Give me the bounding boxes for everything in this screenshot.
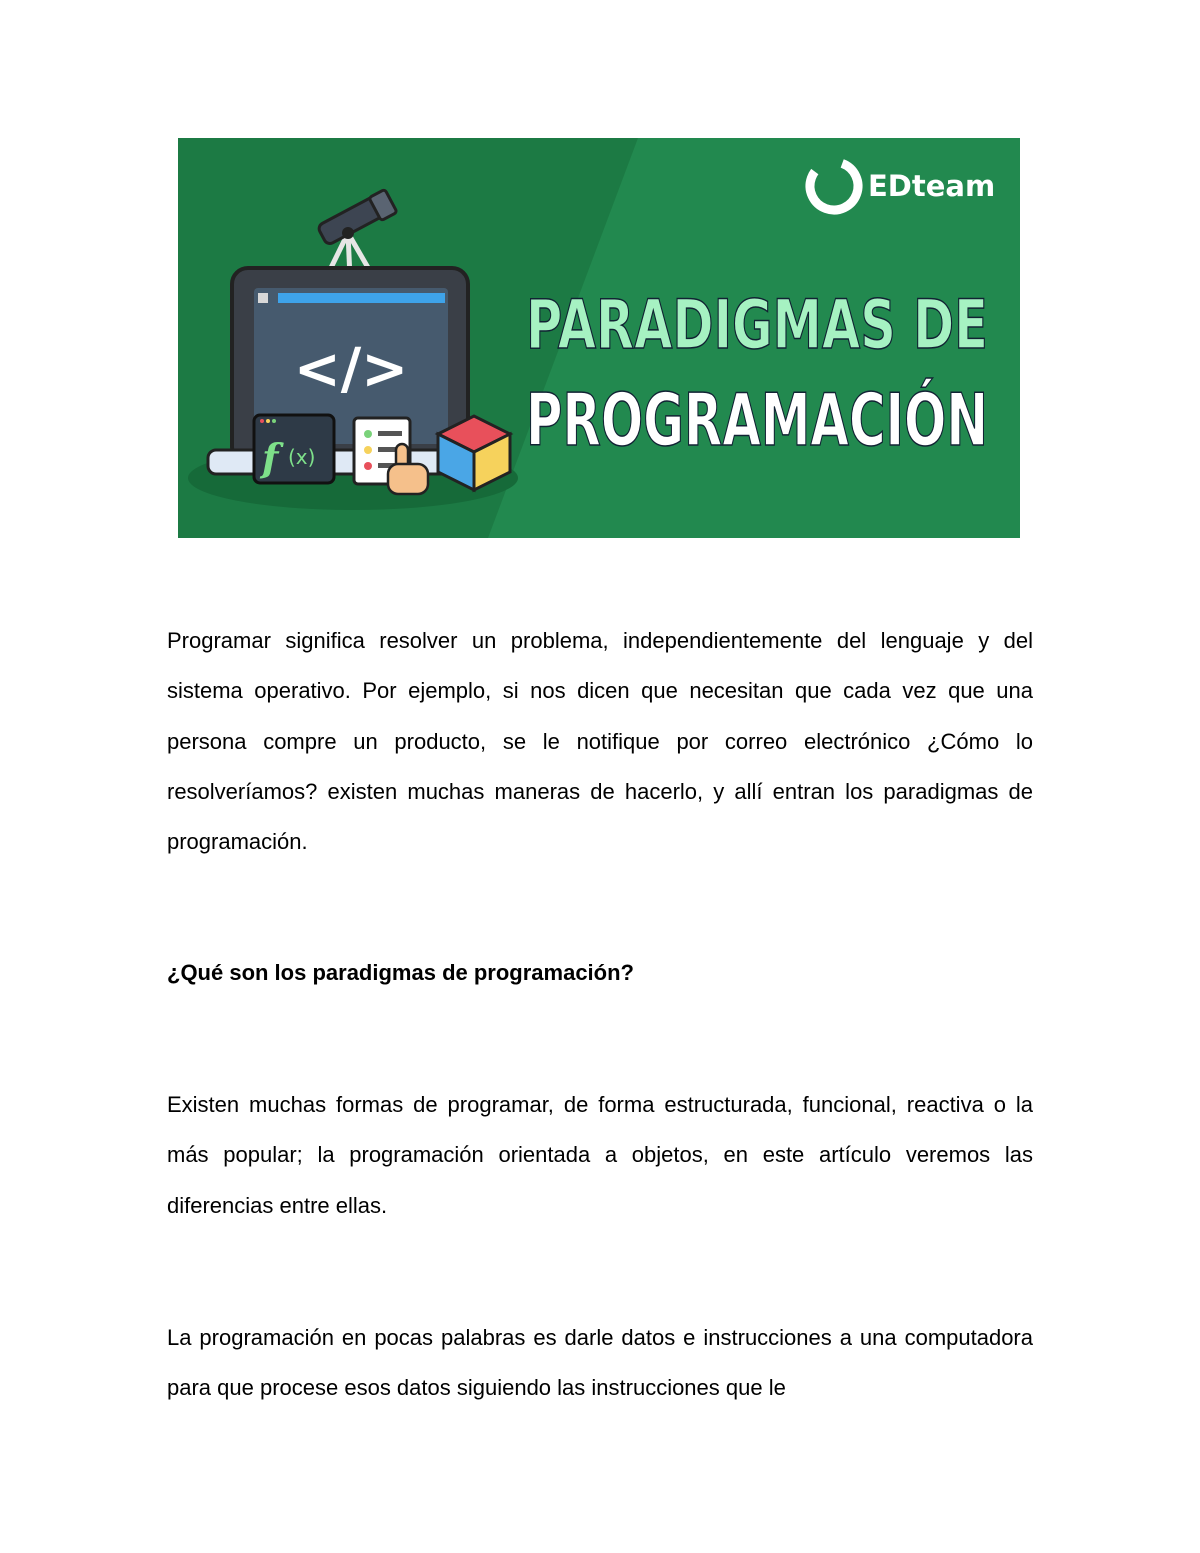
svg-text:EDteam: EDteam bbox=[868, 169, 996, 203]
banner-image bbox=[178, 138, 1020, 538]
banner-title-line2: PROGRAMACIÓN bbox=[526, 378, 988, 462]
svg-text:(x): (x) bbox=[288, 445, 316, 469]
definition-paragraph: La programación en pocas palabras es darle datos e instrucciones a una computadora para que procese esos datos siguiendo las instrucciones que le bbox=[167, 1325, 1033, 1401]
svg-text:f: f bbox=[262, 435, 279, 480]
intro-paragraph: Programar significa resolver un problema, independientemente del lenguaje y del sistema operativo. Por ejemplo, si nos dicen que necesitan que cada vez que una persona compre un producto, se le notifique por correo electrónico ¿Cómo lo resolveríamos? existen muchas maneras de hacerlo, y allí entran los paradigmas de programación. bbox=[167, 628, 1033, 855]
cube-icon bbox=[438, 416, 510, 490]
section-heading: ¿Qué son los paradigmas de programación? bbox=[167, 960, 634, 985]
function-icon bbox=[254, 415, 334, 483]
paradigms-paragraph: Existen muchas formas de programar, de forma estructurada, funcional, reactiva o la más popular; la programación orientada a objetos, en este artículo veremos las diferencias entre ellas. bbox=[167, 1092, 1033, 1218]
code-symbol: </> bbox=[293, 337, 409, 402]
banner-title-line1: PARADIGMAS DE bbox=[526, 286, 988, 365]
